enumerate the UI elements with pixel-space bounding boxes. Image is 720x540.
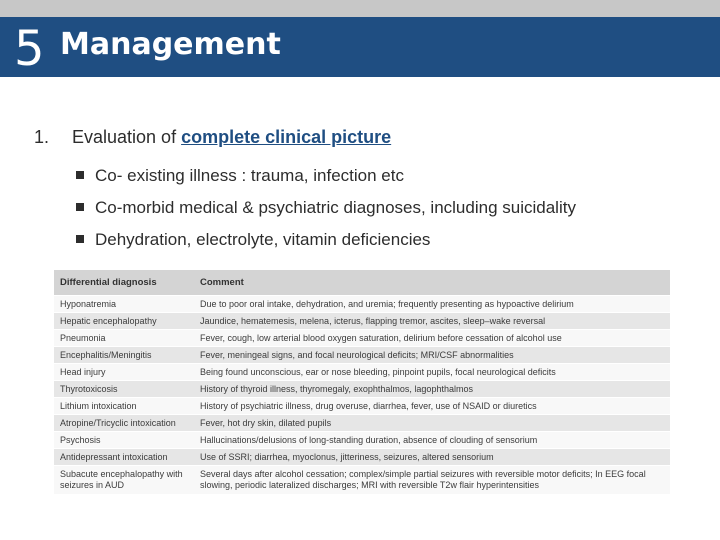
diagnosis-cell: Pneumonia: [54, 330, 194, 347]
bullet-item: [76, 195, 576, 227]
table-row: [54, 449, 670, 466]
table-row: [54, 415, 670, 432]
bullet-list: [76, 163, 576, 259]
table-row: [54, 466, 670, 495]
comment-cell: Use of SSRI; diarrhea, myoclonus, jitteriness, seizures, altered sensorium: [194, 449, 670, 466]
table-row: [54, 381, 670, 398]
point-number: 1.: [34, 127, 50, 147]
table-row: [54, 296, 670, 313]
top-strip: [0, 0, 720, 17]
point-text: Evaluation of: [72, 127, 182, 147]
table-row: [54, 347, 670, 364]
bullet-text: Dehydration, electrolyte, vitamin deficiencies: [95, 230, 431, 249]
bullet-text: Co- existing illness : trauma, infection etc: [95, 166, 404, 185]
comment-cell: History of psychiatric illness, drug overuse, diarrhea, fever, use of NSAID or diuretics: [194, 398, 670, 415]
comment-cell: Hallucinations/delusions of long-standing duration, absence of clouding of sensorium: [194, 432, 670, 449]
comment-cell: Being found unconscious, ear or nose bleeding, pinpoint pupils, focal neurological deficits: [194, 364, 670, 381]
diagnosis-cell: Subacute encephalopathy with seizures in AUD: [54, 466, 194, 495]
comment-cell: Several days after alcohol cessation; complex/simple partial seizures with reversible motor deficits; In EEG focal slowing, periodic lateralized discharges; MRI with reversible T2w flair hyperintensities: [194, 466, 670, 495]
column-header: Differential diagnosis: [54, 270, 194, 296]
diagnosis-cell: Lithium intoxication: [54, 398, 194, 415]
comment-cell: History of thyroid illness, thyromegaly, exophthalmos, lagophthalmos: [194, 381, 670, 398]
diagnosis-cell: Thyrotoxicosis: [54, 381, 194, 398]
square-bullet-icon: [76, 203, 84, 211]
comment-cell: Fever, cough, low arterial blood oxygen saturation, delirium before cessation of alcohol use: [194, 330, 670, 347]
table-row: [54, 313, 670, 330]
diagnosis-cell: Hyponatremia: [54, 296, 194, 313]
differential-diagnosis-table: [54, 270, 670, 494]
comment-cell: Jaundice, hematemesis, melena, icterus, flapping tremor, ascites, sleep–wake reversal: [194, 313, 670, 330]
table-row: [54, 398, 670, 415]
table-row: [54, 364, 670, 381]
comment-cell: Due to poor oral intake, dehydration, and uremia; frequently presenting as hypoactive delirium: [194, 296, 670, 313]
table-row: [54, 330, 670, 347]
column-header: Comment: [194, 270, 670, 296]
square-bullet-icon: [76, 171, 84, 179]
bullet-item: [76, 227, 576, 259]
diagnosis-cell: Psychosis: [54, 432, 194, 449]
table-row: [54, 432, 670, 449]
bullet-item: [76, 163, 576, 195]
comment-cell: Fever, meningeal signs, and focal neurological deficits; MRI/CSF abnormalities: [194, 347, 670, 364]
square-bullet-icon: [76, 235, 84, 243]
section-number: 5: [14, 21, 45, 77]
diagnosis-cell: Hepatic encephalopathy: [54, 313, 194, 330]
clinical-picture-link[interactable]: complete clinical picture: [181, 127, 392, 147]
bullet-text: Co-morbid medical & psychiatric diagnoses, including suicidality: [95, 198, 576, 217]
table-header-row: [54, 270, 670, 296]
numbered-point: [34, 126, 391, 148]
comment-cell: Fever, hot dry skin, dilated pupils: [194, 415, 670, 432]
diagnosis-cell: Head injury: [54, 364, 194, 381]
diagnosis-cell: Antidepressant intoxication: [54, 449, 194, 466]
diagnosis-cell: Atropine/Tricyclic intoxication: [54, 415, 194, 432]
diagnosis-cell: Encephalitis/Meningitis: [54, 347, 194, 364]
slide-title: Management: [60, 27, 281, 62]
